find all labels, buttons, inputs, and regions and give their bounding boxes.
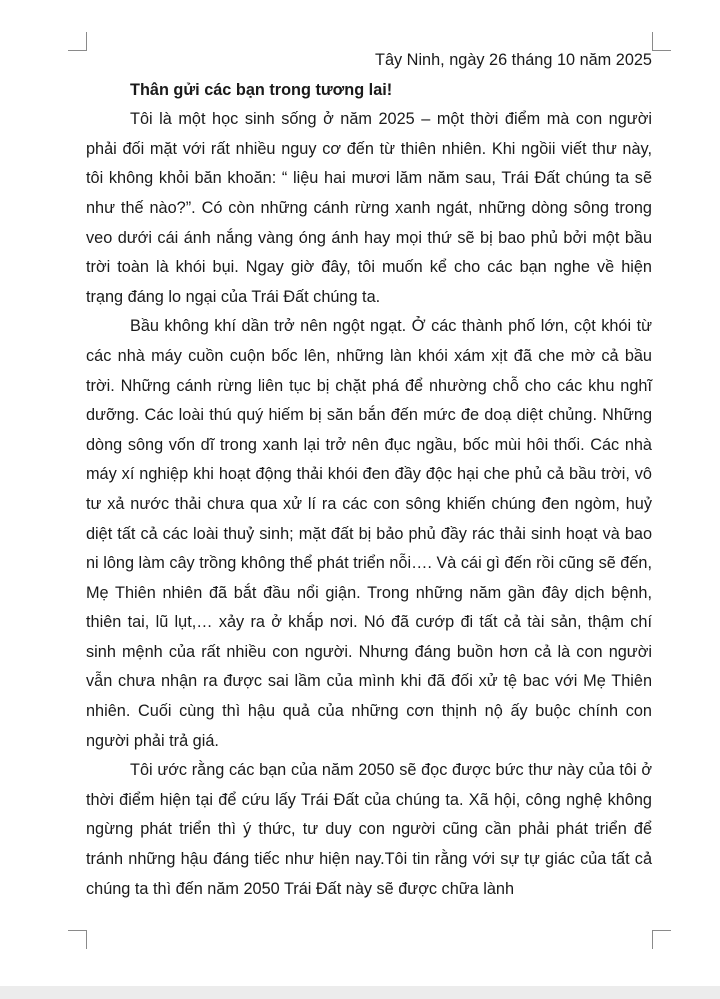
paragraph-hope: Tôi ước rằng các bạn của năm 2050 sẽ đọc được bức thư này của tôi ở thời điểm hiện tại để cứu lấy Trái Đất của chúng ta. Xã hội, công nghệ không ngừng phát triển thì ý thức, tư duy con người cũng cần phải phát triển để tránh những hậu đáng tiếc như hiện nay.Tôi tin rằng với sự tự giác của tất cả chúng ta thì đến năm 2050 Trái Đất này sẽ được chữa lành bbox=[86, 761, 652, 898]
document-body bbox=[86, 46, 652, 904]
salutation: Thân gửi các bạn trong tương lai! bbox=[130, 80, 393, 99]
crop-mark-top-right bbox=[652, 32, 671, 51]
date-line: Tây Ninh, ngày 26 tháng 10 năm 2025 bbox=[375, 51, 652, 69]
crop-mark-bottom-right bbox=[652, 930, 671, 949]
paragraph-intro: Tôi là một học sinh sống ở năm 2025 – một thời điểm mà con người phải đối mặt với rất nhiều nguy cơ đến từ thiên nhiên. Khi ngồii viết thư này, tôi không khỏi băn khoăn: “ liệu hai mươi lăm năm sau, Trái Đất chúng ta sẽ như thế nào?”. Có còn những cánh rừng xanh ngát, những dòng sông trong veo dưới cái ánh nắng vàng óng ánh hay mọi thứ sẽ bị bao phủ bởi một bầu trời toàn là khói bụi. Ngay giờ đây, tôi muốn kể cho các bạn nghe về hiện trạng đáng lo ngại của Trái Đất chúng ta. bbox=[86, 110, 652, 306]
crop-mark-top-left bbox=[68, 32, 87, 51]
paragraph-environment-state: Bầu không khí dần trở nên ngột ngạt. Ở các thành phố lớn, cột khói từ các nhà máy cuồn cuộn bốc lên, những làn khói xám xịt đã che mờ cả bầu trời. Những cánh rừng liên tục bị chặt phá để nhường chỗ cho các khu nghĩ dưỡng. Các loài thú quý hiếm bị săn bắn đến mức đe doạ diệt chủng. Những dòng sông vốn dĩ trong xanh lại trở nên đục ngầu, bốc mùi hôi thối. Các nhà máy xí nghiệp khi hoạt động thải khói đen đầy độc hại che phủ cả bầu trời, vô tư xả nước thải chưa qua xử lí ra các con sông khiến chúng đen ngòm, huỷ diệt tất cả các loài thuỷ sinh; mặt đất bị bảo phủ đầy rác thải sinh hoạt và bao ni lông làm cây trồng không thể phát triển nỗi…. Và cái gì đến rồi cũng sẽ đến, Mẹ Thiên nhiên đã bắt đầu nổi giận. Trong những năm gần đây dịch bệnh, thiên tai, lũ lụt,… xảy ra ở khắp nơi. Nó đã cướp đi tất cả tài sản, thậm chí sinh mệnh của rất nhiều con người. Nhưng đáng buồn hơn cả là con người vẫn chưa nhận ra được sai lầm của mình khi đã đối xử tệ bac với Mẹ Thiên nhiên. Cuối cùng thì hậu quả của những cơn thịnh nộ ấy buộc chính con người phải trả giá. bbox=[86, 317, 652, 750]
crop-mark-bottom-left bbox=[68, 930, 87, 949]
page-bottom-edge bbox=[0, 986, 720, 999]
